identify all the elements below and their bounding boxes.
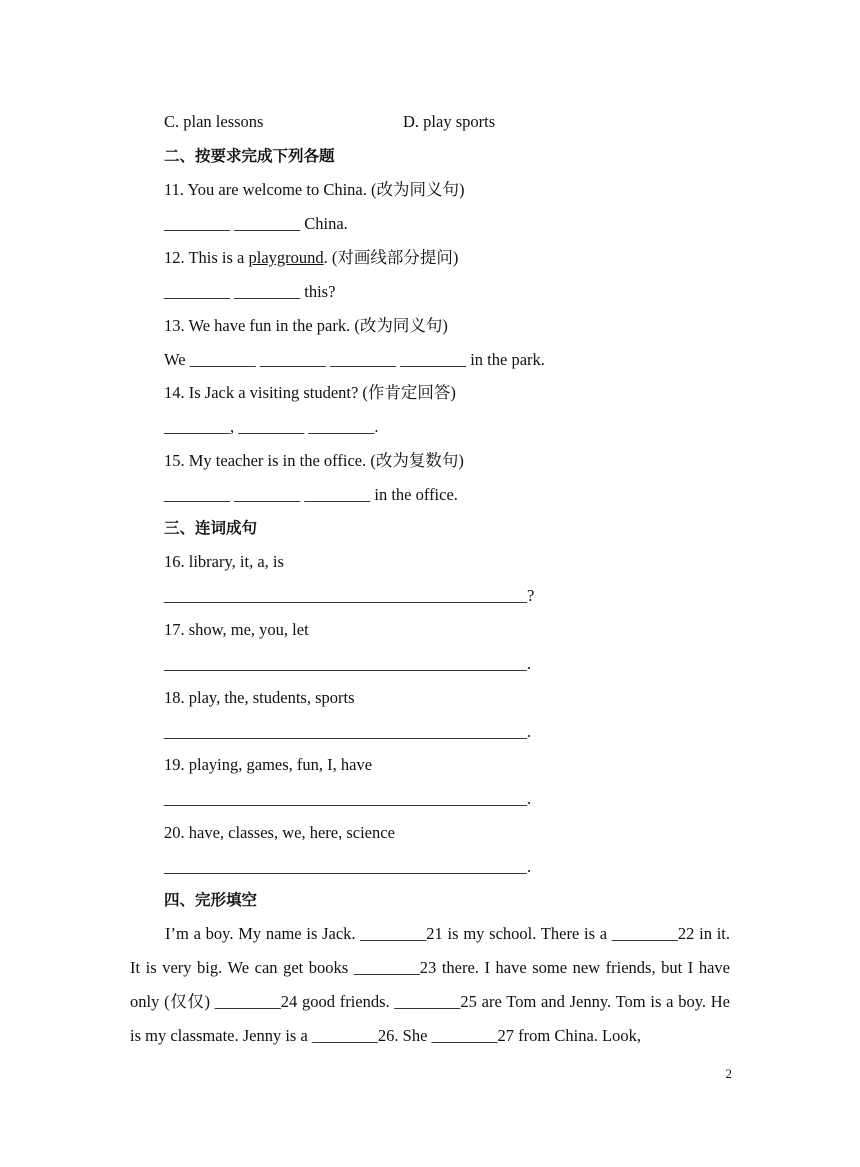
q14-answer: ________, ________ ________.	[164, 417, 379, 436]
q18-answer: ____________________________________________.	[164, 722, 532, 741]
q12-prompt	[164, 248, 458, 268]
q15-answer: ________ ________ ________ in the office.	[164, 485, 458, 504]
q16-answer: ____________________________________________?	[164, 586, 535, 605]
q12-prompt-before: 12. This is a	[164, 248, 249, 267]
cloze-passage: I’m a boy. My name is Jack. ________21 is my school. There is a ________22 in it. It is very big. We can get books ________23 there. I have some new friends, but I have only (仅仅) ________24 good friends. ________25 are Tom and Jenny. Tom is a boy. He is my classmate. Jenny is a ________26. She ________27 from China. Look,	[130, 924, 730, 1045]
q17-answer: ____________________________________________.	[164, 654, 532, 673]
page-number: 2	[725, 1066, 732, 1081]
q11-prompt: 11. You are welcome to China. (改为同义句)	[164, 180, 465, 199]
q20-prompt: 20. have, classes, we, here, science	[164, 823, 395, 842]
q19-answer: ____________________________________________.	[164, 789, 532, 808]
q19-prompt: 19. playing, games, fun, I, have	[164, 755, 373, 774]
q17-prompt: 17. show, me, you, let	[164, 620, 309, 639]
q10-option-d: D. play sports	[403, 112, 496, 131]
q13-answer: We ________ ________ ________ ________ in the park.	[164, 350, 545, 369]
section3-heading: 三、连词成句	[164, 519, 258, 537]
q13-prompt: 13. We have fun in the park. (改为同义句)	[164, 316, 448, 335]
q12-answer: ________ ________ this?	[164, 282, 336, 301]
q18-prompt: 18. play, the, students, sports	[164, 688, 355, 707]
q16-prompt: 16. library, it, a, is	[164, 552, 284, 571]
q12-underlined-word: playground	[248, 248, 324, 267]
section4-heading: 四、完形填空	[164, 891, 258, 909]
q10-option-c: C. plan lessons	[164, 112, 264, 131]
q12-prompt-after: . (对画线部分提问)	[323, 248, 459, 267]
q14-prompt: 14. Is Jack a visiting student? (作肯定回答)	[164, 383, 456, 402]
section2-heading: 二、按要求完成下列各题	[164, 147, 335, 165]
q11-answer: ________ ________ China.	[164, 214, 348, 233]
q20-answer: ____________________________________________.	[164, 857, 532, 876]
q15-prompt: 15. My teacher is in the office. (改为复数句)	[164, 451, 464, 470]
